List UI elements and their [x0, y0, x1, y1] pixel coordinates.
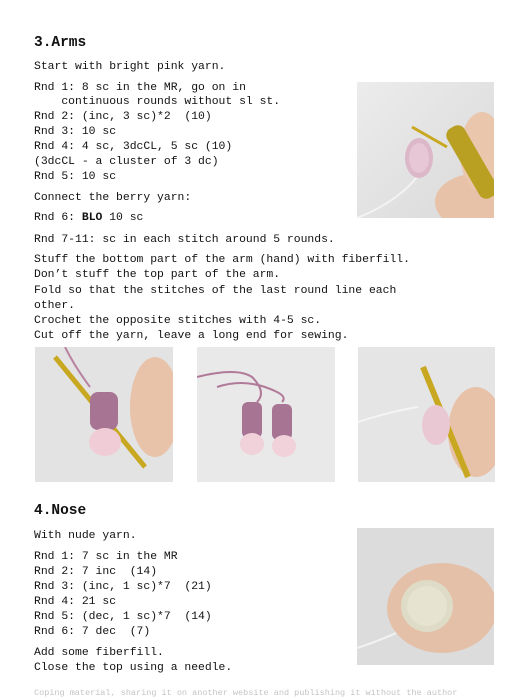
arms-line: Crochet the opposite stitches with 4-5 sc. [34, 315, 322, 327]
blo-term: BLO [81, 212, 103, 224]
nose-line: Rnd 4: 21 sc [34, 596, 117, 608]
arms-line: Start with bright pink yarn. [34, 61, 226, 73]
arms-line: Connect the berry yarn: [34, 192, 192, 204]
nose-line: Add some fiberfill. [34, 647, 164, 659]
arms-line: Rnd 7-11: sc in each stitch around 5 rounds. [34, 234, 335, 246]
arms-line: Stuff the bottom part of the arm (hand) with fiberfill. [34, 254, 410, 266]
nose-line: Rnd 2: 7 inc (14) [34, 566, 158, 578]
arm-photo-1 [357, 82, 494, 218]
arms-line [34, 212, 143, 225]
arm-photo-3 [197, 347, 335, 482]
rnd6-suffix: 10 sc [102, 212, 144, 224]
arms-line: Fold so that the stitches of the last round line each [34, 285, 397, 297]
arms-line: continuous rounds without sl st. [34, 96, 281, 108]
arms-line: other. [34, 300, 76, 312]
section-title-nose: 4.Nose [34, 503, 87, 519]
section-title-arms: 3.Arms [34, 35, 87, 51]
arms-line: Rnd 4: 4 sc, 3dcCL, 5 sc (10) [34, 141, 233, 153]
copyright-footer: Coping material, sharing it on another website and publishing it without the author [34, 688, 458, 698]
rnd6-prefix: Rnd 6: [34, 212, 82, 224]
nose-line: Rnd 5: (dec, 1 sc)*7 (14) [34, 611, 212, 623]
arms-line: (3dcCL - a cluster of 3 dc) [34, 156, 219, 168]
nose-line: Rnd 6: 7 dec (7) [34, 626, 151, 638]
nose-line: Rnd 1: 7 sc in the MR [34, 551, 178, 563]
arms-line: Rnd 3: 10 sc [34, 126, 117, 138]
nose-photo [357, 528, 494, 665]
arms-line: Rnd 1: 8 sc in the MR, go on in [34, 82, 246, 94]
arm-photo-4 [358, 347, 495, 482]
nose-line: With nude yarn. [34, 530, 137, 542]
arms-line: Don’t stuff the top part of the arm. [34, 269, 281, 281]
arms-line: Rnd 2: (inc, 3 sc)*2 (10) [34, 111, 212, 123]
arms-line: Rnd 5: 10 sc [34, 171, 117, 183]
nose-line: Rnd 3: (inc, 1 sc)*7 (21) [34, 581, 212, 593]
arm-photo-2 [35, 347, 173, 482]
nose-line: Close the top using a needle. [34, 662, 233, 674]
arms-line: Cut off the yarn, leave a long end for sewing. [34, 330, 349, 342]
